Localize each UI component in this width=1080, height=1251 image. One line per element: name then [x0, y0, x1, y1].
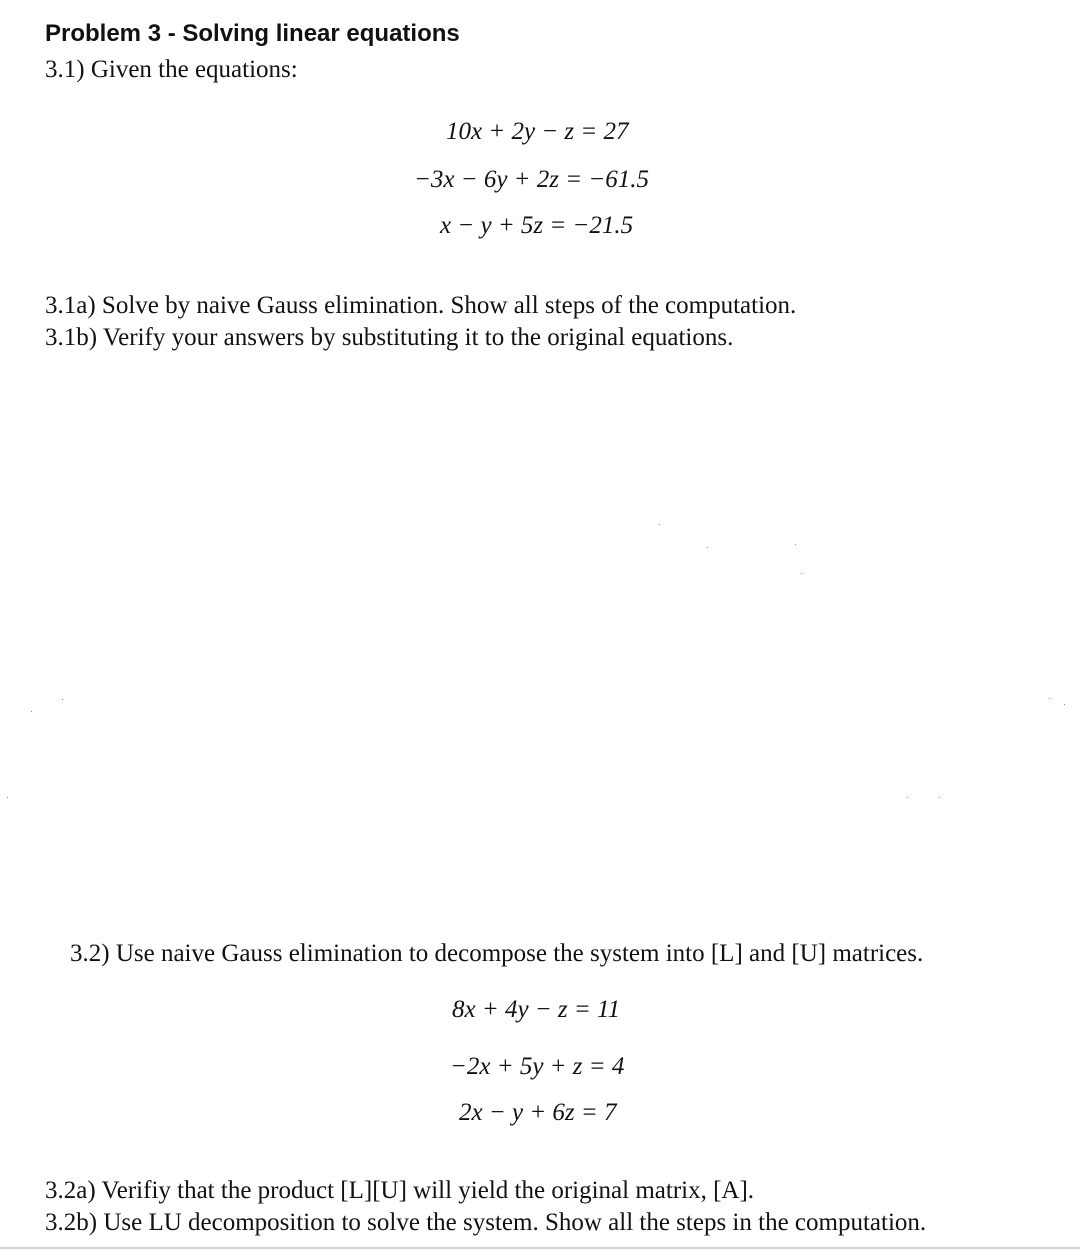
scan-speck [1064, 704, 1065, 705]
part2-equation-1: 8x + 4y − z = 11 [452, 996, 621, 1023]
part1-equation-2: −3x − 6y + 2z = −61.5 [414, 166, 650, 193]
part1-task-b: 3.1b) Verify your answers by substituting it to the original equations. [45, 324, 734, 351]
scan-speck [795, 544, 796, 545]
part2-intro: 3.2) Use naive Gauss elimination to decompose the system into [L] and [U] matrices. [70, 940, 924, 967]
part1-equation-1: 10x + 2y − z = 27 [446, 118, 629, 145]
page-bottom-rule [0, 1247, 1080, 1249]
scan-speck [907, 797, 908, 798]
part2-task-b: 3.2b) Use LU decomposition to solve the system. Show all the steps in the computation. [45, 1209, 927, 1236]
scan-speck [62, 699, 63, 700]
scan-speck [801, 573, 802, 574]
scan-speck [707, 547, 708, 548]
scan-speck [659, 524, 660, 525]
scan-speck [31, 711, 32, 712]
scan-speck [7, 797, 8, 798]
part2-equation-3: 2x − y + 6z = 7 [459, 1099, 617, 1126]
part1-intro: 3.1) Given the equations: [45, 56, 298, 83]
part1-equation-3: x − y + 5z = −21.5 [440, 212, 634, 239]
scan-speck [939, 797, 940, 798]
part2-task-a: 3.2a) Verifiy that the product [L][U] will yield the original matrix, [A]. [45, 1177, 755, 1204]
problem-title: Problem 3 - Solving linear equations [45, 20, 460, 47]
part2-equation-2: −2x + 5y + z = 4 [450, 1053, 625, 1080]
scan-speck [1049, 698, 1050, 699]
part1-task-a: 3.1a) Solve by naive Gauss elimination. Show all steps of the computation. [45, 292, 797, 319]
